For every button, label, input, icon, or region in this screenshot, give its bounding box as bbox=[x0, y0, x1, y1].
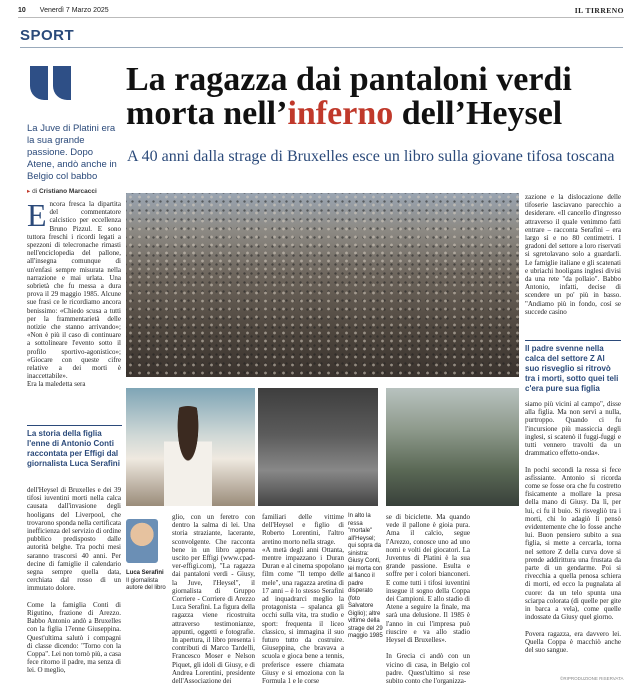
subheadline: A 40 anni dalla strage di Bruxelles esce un libro sulla giovane tifosa toscana bbox=[127, 148, 615, 165]
giusy-conti-photo bbox=[126, 388, 255, 506]
father-photo bbox=[258, 388, 378, 506]
column-3-text: familiari delle vittime dell'Heysel e figlio di Roberto Lorentini, l'altro aretino morto nella strage. «A metà degli anni Ottanta, mentre impazzano i Duran Duran e al cinema spopolano film come "Il tempo delle mele", una ragazza aretina di 17 anni – è lo stesso Serafini ad inquadrarci meglio la protagonista – spalanca gli occhi sulla vita, tra studio e sport: frequenta il liceo classico, si immagina il suo futuro tutto da costruire. Giuseppina, che bravava a scuola e gioca bene a tennis, preferisce essere chiamata Giusy e si emoziona con la Formula 1 e le corse bbox=[262, 513, 344, 685]
column-2-text: glio, con un feretro con dentro la salma di lei. Una storia straziante, lacerante, sconvolgente. Che racconta bene in un libro appena uscito per Effigi (www.cpad-ver-effigi.com), "La ragazza dai pantaloni verdi - Giusy, la Juve, l'Heysel", il giornalista di Gruppo Corriere - Corriere di Arezzo Luca Serafini. La figura della ragazza viene ricostruita attraverso testimonianze, appunti, oggetti e fotografie. In apertura, il libro presenta i contributi di Marco Tardelli, Francesco Moser e Nelson Piquet, gli idoli di Giusy, e di Andrea Lorentini, presidente dell'Associazione dei bbox=[172, 513, 255, 685]
author-caption: Luca Serafini Il giornalista autore del libro bbox=[126, 570, 166, 591]
drop-cap: E bbox=[27, 197, 47, 233]
headline-line1: La ragazza dai pantaloni verdi bbox=[126, 61, 572, 98]
section-label: SPORT bbox=[20, 27, 75, 44]
victims-photo bbox=[386, 388, 519, 506]
kicker: La Juve di Platini era la sua grande passione. Dopo Atene, andò anche in Belgio col babbo bbox=[27, 123, 117, 182]
section-rule bbox=[20, 47, 623, 48]
stadium-crowd-photo bbox=[126, 193, 519, 377]
headline bbox=[126, 63, 626, 131]
header-rule bbox=[18, 17, 624, 18]
headline-highlight: inferno bbox=[287, 95, 394, 132]
column-4-text: se di biciclette. Ma quando vede il pallone è gioia pura. Ama il calcio, segue l'Arezzo, conosce uno ad uno nomi e volti dei giocatori. La Juventus di Platini è la sua grande passione. Esulta e soffre per i colori bianconeri. E come tutti i tifosi iuventini insegue il sogno della Coppa dei Campioni. E allo stadio di Atene a seguire la finale, ma sarà una delusione. Il 1985 è l'anno in cui l'impresa può riuscire e va allo stadio Heysel di Bruxelles». In Grecia ci andò con un vicino di casa, in Belgio col padre. Quest'ultimo si rese subito conto che l'organizza- bbox=[386, 513, 470, 685]
column-5-bottom-text: siamo più vicini al campo", disse alla figlia. Ma non servì a nulla, purtroppo. Quando ci fu l'incursione più massiccia degli inglesi, si scatenò il fuggi-fuggi e tutti vennero travolti da un drammatico effetto-onda». In pochi secondi la ressa si fece asfissiante. Antonio si ricorda come se fosse ora che fu costretto fisicamente a mollare la presa della mano di Giusy. Da lì, per lui, ci fu il buio. Si risvegliò tra i morti, chi lo adagiò lì pensò evidentemente che lo fosse anche lui. Buon pensiero subito a sua figlia, si mette a cercarla, torna nel settore Z della curva dove si prende addirittura una frustata da parte di un gendarme. Poi si rivecchia a quella penosa schiera di morti, ed ecco la pugnalata al cuore: da un telo spunta una sciarpa colorata (di quelle per gite in barca a vela), come quelle indossate da Giusy quel giorno. Povera ragazza, era davvero lei. Quella Coppa è macchiò anche del suo sangue. bbox=[525, 400, 621, 655]
column-5-top-text: zazione e la dislocazione delle tifoserie lasciavano parecchio a desiderare. «Il cancello d'ingresso attraverso il quale venimmo fatti entrare – racconta Serafini – era largo sì e no 80 centimetri. I gradoni del settore a loro riservati si sgretolavano solo a guardarli. Le famiglie italiane e gli scatenati e ubriachi hooligans inglesi divisi da una rete "da pollaio". Babbo Antonio, infatti, decise di scendere un po' più in basso. "Andiamo più in fondo, così se succede casino bbox=[525, 193, 621, 316]
footer-rights: ©RIPRODUZIONE RISERVATA bbox=[560, 676, 624, 681]
author-avatar bbox=[126, 519, 158, 563]
page-header bbox=[18, 4, 624, 16]
pull-quote: Il padre svenne nella calca del settore Z Al suo risveglio si ritrovò tra i morti, sotto quei teli c'era pure sua figlia bbox=[525, 340, 621, 394]
headline-line2: morta nell’inferno dell’Heysel bbox=[126, 95, 563, 132]
photo-caption: In alto la ressa "mortale" all'Heysel; qui sopra da sinistra: Giusy Conti, lei morta con al fianco il padre disperato (foto Salvatore Giglio); altre vittime della strage del 29 maggio 1985 bbox=[348, 513, 383, 639]
byline: ▸ di Cristiano Marcacci bbox=[27, 188, 97, 195]
page-date: Venerdì 7 Marzo 2025 bbox=[39, 6, 109, 14]
page-number: 10 bbox=[18, 6, 26, 14]
column-1b-text: dell'Heysel di Bruxelles e dei 39 tifosi iuventini morti nella calca causata dall'invasione degli hooligans del Liverpool, che trovarono sponda nella certificata inefficienza del servizio di ordine pubblico predisposto dalle autorità belghe. Tra pochi mesi saranno trascorsi 40 anni. Per decine di famiglie il calendario segna sempre quella data, cerchiata dal rosso di un immutato dolore. Come la famiglia Conti di Rigutino, frazione di Arezzo. Babbo Antonio andò a Bruxelles con la figlia 17enne Giuseppina. Quest'ultima salutò i compagni di classe dicendo: "Torno con la Coppa". Lei non tornò più, a casa fece ritorno il padre, ma senza di lei. O meglio, bbox=[27, 486, 121, 675]
sidebar-box-title: La storia della figlia l'enne di Antonio Conti raccontata per Effigi dal giornalista Luca Serafini bbox=[27, 425, 122, 469]
newspaper-brand: IL TIRRENO bbox=[574, 5, 624, 15]
quote-mark-icon bbox=[26, 66, 78, 112]
column-1-text: Encora fresca la dipartita del commentatore calcistico per eccellenza Bruno Pizzul. E sono tuttora freschi i ricordi legati a spezzoni di telecronache rimasti nell'enciclopedia del pallone, all'insegna comunque di un'enfasi sempre misurata nella narrazione e mai urlata. Una sobrietà che fu messa a dura prova il 29 maggio 1985. Alcune sue frasi ce le ricordiamo ancora benissimo: «Chiedo scusa a tutti per la frammentarietà delle notizie che stanno arrivando»; «Non è più il caso di continuare a sottolineare l'evento sotto il profilo sportivo-agonistico»; «Giocare con queste cifre relative a dei morti è inaccettabile». Era la maledetta sera bbox=[27, 197, 121, 389]
